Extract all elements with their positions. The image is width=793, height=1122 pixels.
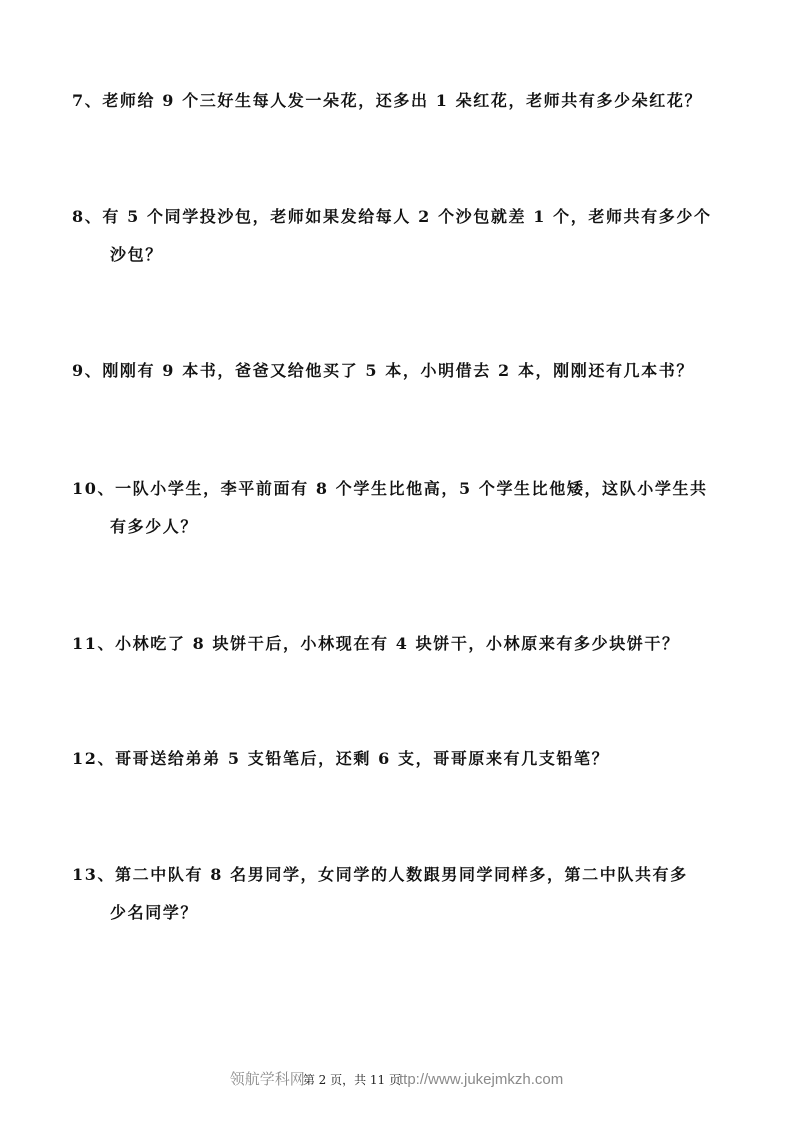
question-9 [72,352,732,390]
question-10-line-1: 10、一队小学生，李平前面有 8 个学生比他高，5 个学生比他矮，这队小学生共 [72,479,708,498]
question-8 [72,198,732,274]
question-8-line-1: 8、有 5 个同学投沙包，老师如果发给每人 2 个沙包就差 1 个，老师共有多少个 [72,207,712,226]
question-12-line-1: 12、哥哥送给弟弟 5 支铅笔后，还剩 6 支，哥哥原来有几支铅笔？ [72,749,610,768]
watermark-site-name: 领航学科网 [229,1071,305,1088]
page-footer [0,1068,793,1089]
page-number: 第 2 页，共 11 页 [302,1073,401,1087]
question-8-line-2: 沙包？ [110,245,163,264]
watermark-url: ttp://www.jukejmkzh.com [398,1071,564,1088]
question-12 [72,740,732,778]
question-13 [72,856,732,932]
question-13-line-1: 13、第二中队有 8 名男同学，女同学的人数跟男同学同样多，第二中队共有多 [72,865,688,884]
question-10 [72,470,732,546]
question-9-line-1: 9、刚刚有 9 本书，爸爸又给他买了 5 本，小明借去 2 本，刚刚还有几本书？ [72,361,694,380]
question-7 [72,82,732,120]
question-7-line-1: 7、老师给 9 个三好生每人发一朵花，还多出 1 朵红花，老师共有多少朵红花？ [72,91,703,110]
question-10-line-2: 有多少人？ [110,517,199,536]
question-11-line-1: 11、小林吃了 8 块饼干后，小林现在有 4 块饼干，小林原来有多少块饼干？ [72,634,680,653]
question-13-line-2: 少名同学？ [110,903,199,922]
question-11 [72,625,732,663]
